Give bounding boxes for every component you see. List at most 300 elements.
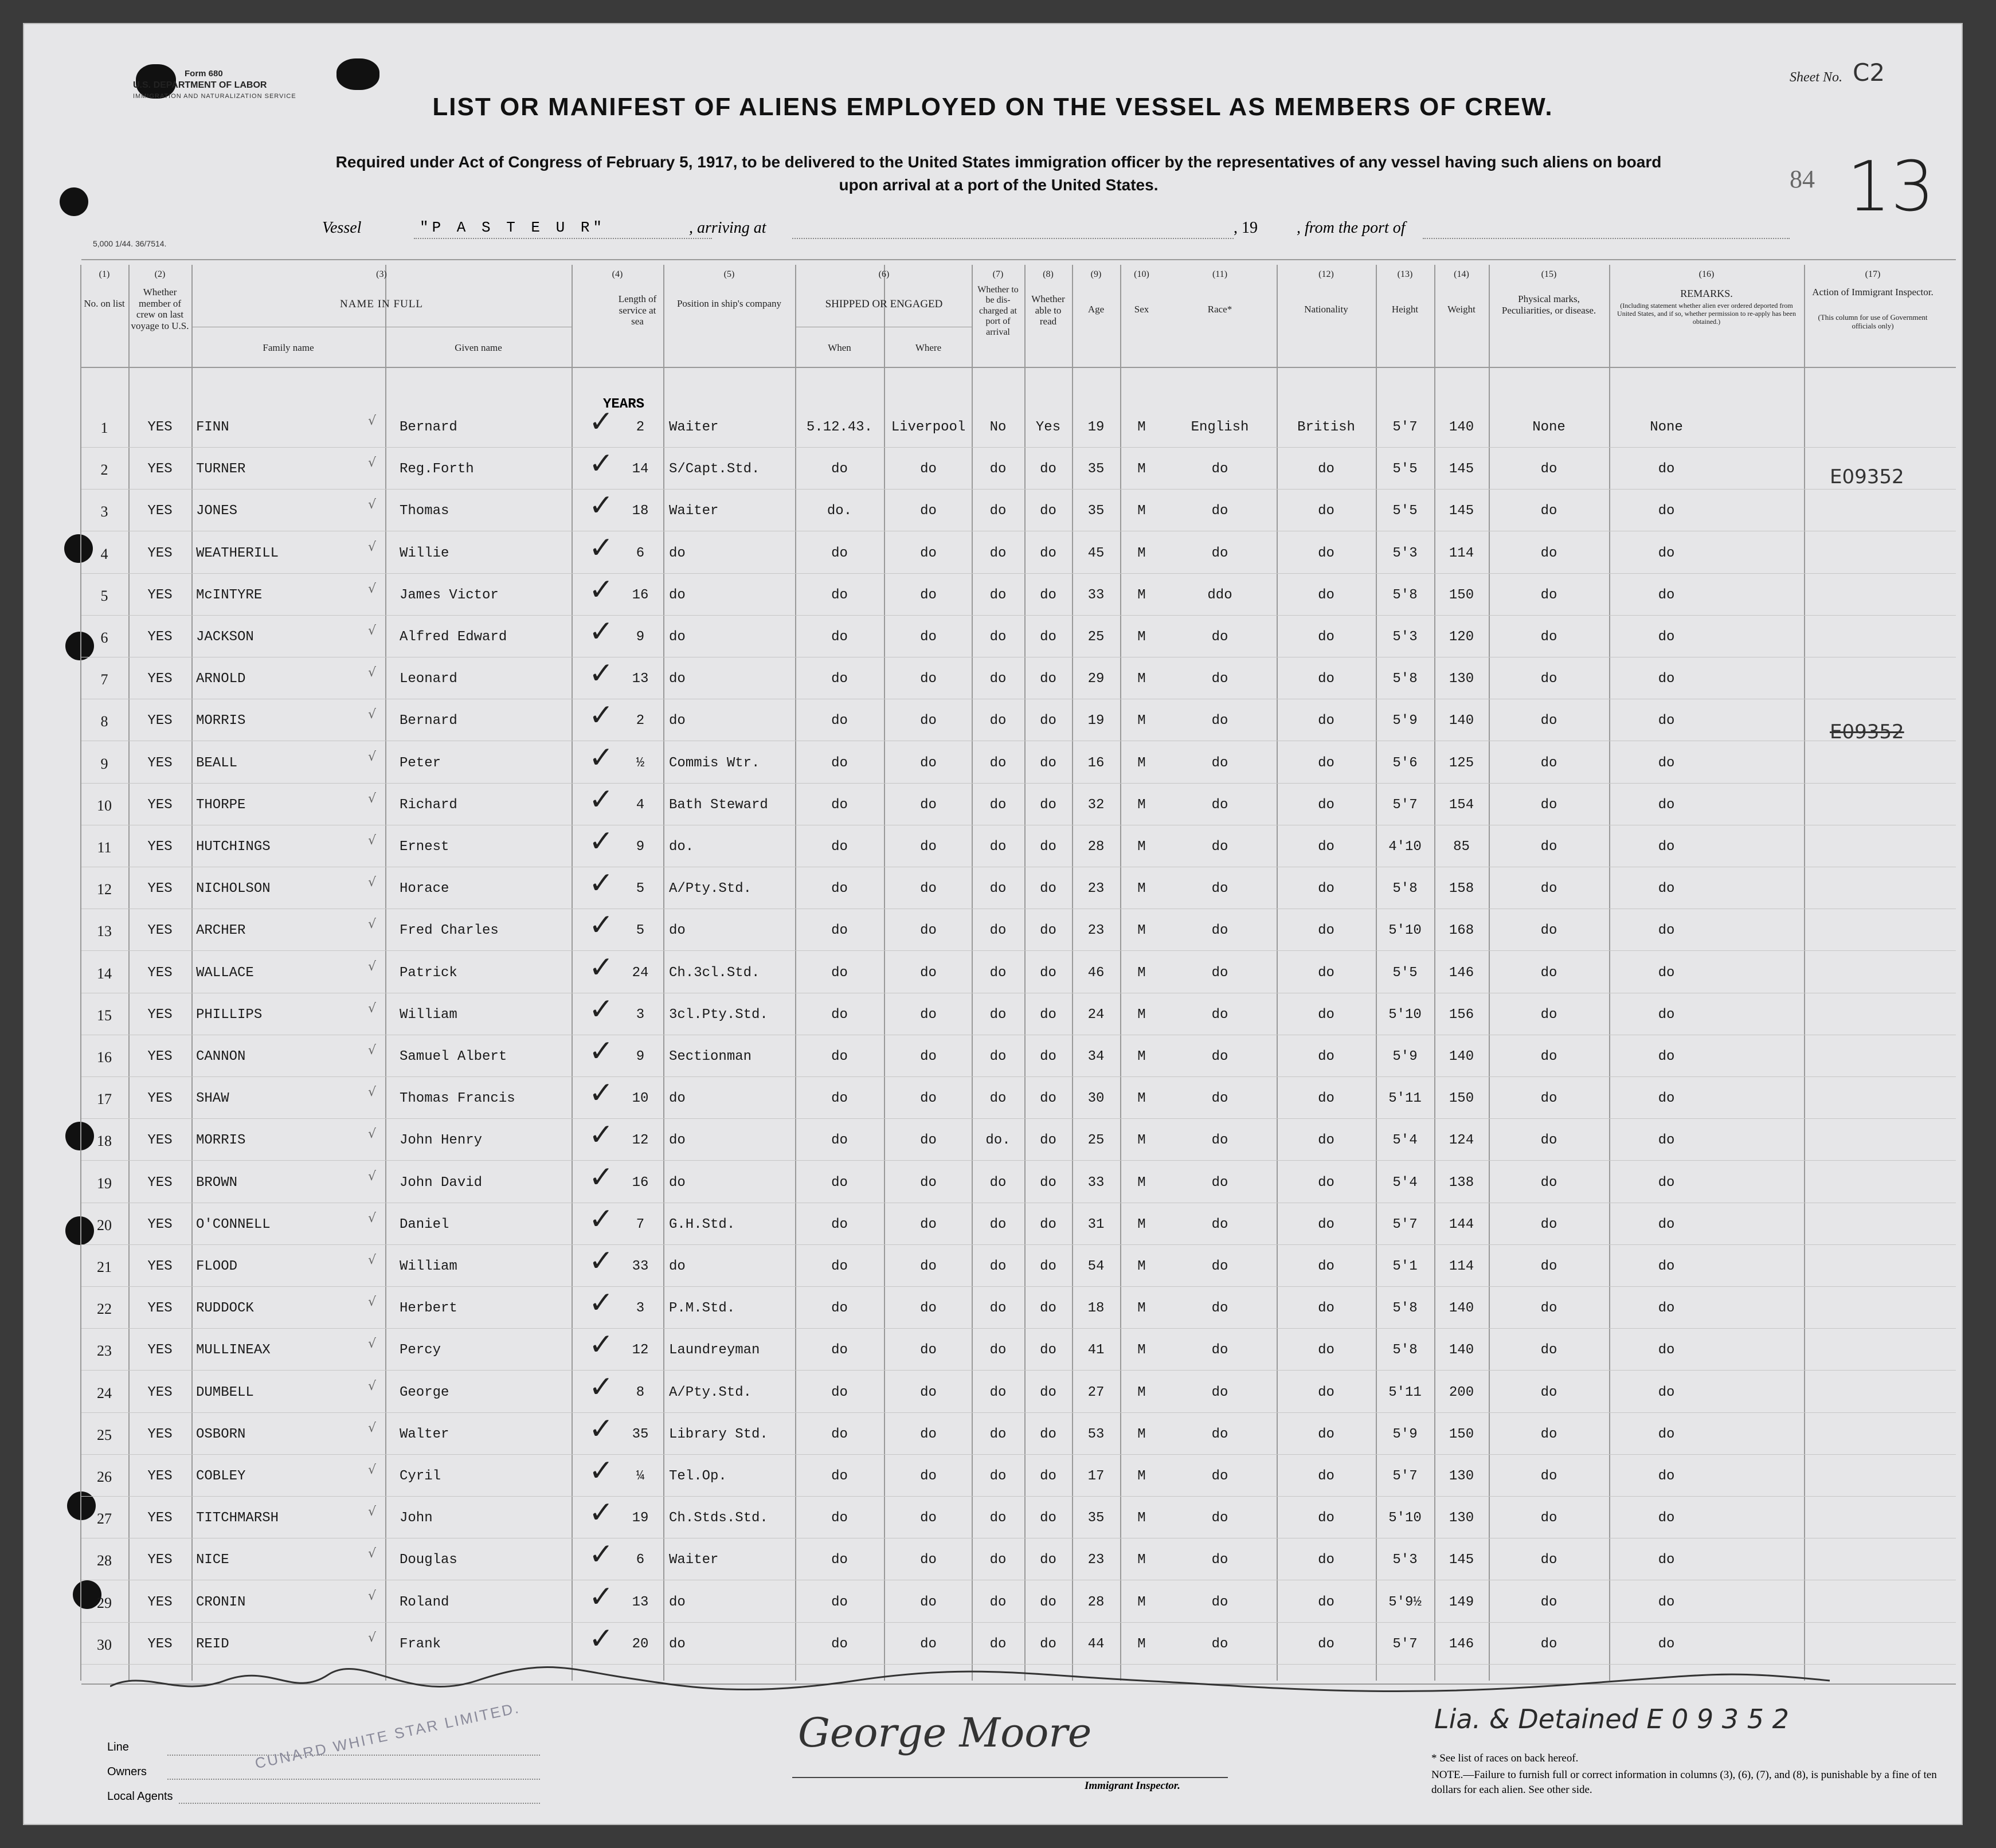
cell-shipped-when: 5.12.43. — [806, 420, 873, 435]
cell-race: do — [1211, 1216, 1228, 1232]
small-checkmark-icon: √ — [368, 707, 377, 722]
cell-shipped-when: do — [831, 1636, 848, 1652]
cell-length-of-service: 13 — [632, 671, 649, 687]
small-checkmark-icon: √ — [368, 749, 377, 764]
cell-to-be-discharged: do — [989, 545, 1007, 561]
cell-to-be-discharged: do — [989, 713, 1007, 729]
cell-remarks: do — [1658, 1174, 1675, 1191]
cell-shipped-where: do — [920, 1384, 937, 1400]
small-checkmark-icon: √ — [368, 1379, 377, 1393]
cell-to-be-discharged: do — [989, 1426, 1007, 1442]
cell-age: 19 — [1087, 713, 1105, 729]
checkmark-icon: ✓ — [589, 740, 614, 775]
cell-age: 23 — [1087, 1552, 1105, 1568]
cell-crew-previous-voyage: YES — [147, 1301, 173, 1317]
cell-shipped-where: do — [920, 1469, 937, 1484]
cell-age: 31 — [1087, 1216, 1105, 1232]
cell-height: 5'7 — [1392, 420, 1418, 435]
cell-weight: 130 — [1449, 1469, 1474, 1484]
cell-shipped-when: do — [831, 545, 848, 561]
col-num: (12) — [1318, 269, 1334, 279]
cell-able-to-read: do — [1040, 629, 1056, 645]
col-num: (10) — [1134, 269, 1149, 279]
cell-crew-previous-voyage: YES — [147, 671, 173, 687]
row-rule — [81, 783, 1956, 784]
small-checkmark-icon: √ — [368, 456, 377, 471]
cell-given-name: Reg.Forth — [400, 461, 474, 477]
cell-remarks: do — [1658, 1049, 1675, 1064]
cell-family-name: ARNOLD — [196, 671, 246, 687]
cell-age: 33 — [1087, 1174, 1105, 1191]
cell-shipped-where: do — [920, 839, 937, 855]
col-header-service: Length of service at sea — [618, 293, 657, 327]
cell-remarks: do — [1658, 1259, 1675, 1274]
cell-given-name: John — [400, 1510, 433, 1526]
col-header-height: Height — [1391, 304, 1419, 315]
cell-given-name: Roland — [400, 1594, 449, 1610]
cell-height: 5'7 — [1392, 1636, 1418, 1652]
cell-sex: M — [1137, 965, 1146, 981]
cell-weight: 145 — [1449, 503, 1474, 519]
cell-physical-marks: do — [1540, 839, 1557, 855]
cell-position: do — [669, 713, 686, 729]
cell-physical-marks: do — [1540, 671, 1557, 687]
cell-physical-marks: do — [1540, 755, 1557, 771]
cell-race: do — [1211, 1007, 1228, 1023]
checkmark-icon: ✓ — [589, 1495, 614, 1530]
cell-weight: 168 — [1449, 923, 1474, 939]
small-checkmark-icon: √ — [368, 1211, 377, 1226]
cell-crew-previous-voyage: YES — [147, 923, 173, 939]
cell-physical-marks: do — [1540, 1216, 1557, 1232]
cell-age: 25 — [1087, 1133, 1105, 1149]
cell-nationality: do — [1318, 1091, 1334, 1107]
cell-to-be-discharged: do. — [985, 1133, 1011, 1149]
cell-crew-previous-voyage: YES — [147, 713, 173, 729]
cell-row-number: 3 — [100, 503, 108, 520]
cell-crew-previous-voyage: YES — [147, 1469, 173, 1484]
cell-remarks: do — [1658, 797, 1675, 813]
cell-remarks: do — [1658, 629, 1675, 645]
cell-crew-previous-voyage: YES — [147, 1174, 173, 1191]
cell-family-name: NICE — [196, 1552, 229, 1568]
cell-to-be-discharged: do — [989, 1259, 1007, 1274]
cell-height: 5'9½ — [1388, 1594, 1422, 1610]
cell-shipped-when: do — [831, 1510, 848, 1526]
cell-remarks: do — [1658, 1384, 1675, 1400]
signature-line — [792, 1777, 1228, 1778]
cell-given-name: Leonard — [400, 671, 457, 687]
checkmark-icon: ✓ — [589, 614, 614, 649]
cell-sex: M — [1137, 629, 1146, 645]
cell-shipped-where: do — [920, 1007, 937, 1023]
cell-able-to-read: do — [1040, 797, 1056, 813]
cell-crew-previous-voyage: YES — [147, 1049, 173, 1064]
cell-crew-previous-voyage: YES — [147, 420, 173, 435]
cell-able-to-read: do — [1040, 1216, 1056, 1232]
cell-weight: 149 — [1449, 1594, 1474, 1610]
cell-physical-marks: do — [1540, 1342, 1557, 1358]
cell-position: Commis Wtr. — [669, 755, 760, 771]
cell-weight: 154 — [1449, 797, 1474, 813]
cell-remarks: do — [1658, 713, 1675, 729]
checkmark-icon: ✓ — [589, 1201, 614, 1236]
cell-length-of-service: 14 — [632, 461, 649, 477]
cell-given-name: Bernard — [400, 713, 457, 729]
cell-physical-marks: None — [1532, 420, 1566, 435]
cell-row-number: 4 — [100, 545, 108, 562]
cell-row-number: 30 — [97, 1636, 112, 1653]
subtitle-line-2: upon arrival at a port of the United States. — [839, 176, 1159, 194]
manifest-sheet — [23, 23, 1963, 1825]
cell-age: 29 — [1087, 671, 1105, 687]
checkmark-icon: ✓ — [589, 1118, 614, 1153]
form-number: Form 680 — [185, 69, 223, 79]
cell-race: do — [1211, 923, 1228, 939]
side-code-row-2: E09352 — [1830, 465, 1904, 488]
cell-weight: 140 — [1449, 1301, 1474, 1317]
cell-crew-previous-voyage: YES — [147, 797, 173, 813]
cell-crew-previous-voyage: YES — [147, 461, 173, 477]
col-header-read: Whether able to read — [1031, 293, 1065, 327]
cell-shipped-when: do. — [827, 503, 852, 519]
row-rule — [81, 1370, 1956, 1371]
cell-physical-marks: do — [1540, 1301, 1557, 1317]
cell-shipped-where: do — [920, 1216, 937, 1232]
from-port-label: , from the port of — [1297, 219, 1406, 237]
inspector-label: Immigrant Inspector. — [1085, 1780, 1180, 1792]
cell-race: do — [1211, 839, 1228, 855]
cell-shipped-when: do — [831, 797, 848, 813]
cell-weight: 138 — [1449, 1174, 1474, 1191]
cell-length-of-service: ½ — [636, 755, 645, 771]
cell-position: Library Std. — [669, 1426, 768, 1442]
cell-sex: M — [1137, 545, 1146, 561]
cell-able-to-read: do — [1040, 713, 1056, 729]
cell-shipped-where: do — [920, 1049, 937, 1064]
column-rule — [572, 265, 573, 1681]
print-code: 5,000 1/44. 36/7514. — [93, 239, 167, 248]
cell-shipped-where: do — [920, 713, 937, 729]
col-header-where: Where — [915, 342, 942, 353]
cell-age: 19 — [1087, 420, 1105, 435]
cell-nationality: do — [1318, 1426, 1334, 1442]
cell-position: A/Pty.Std. — [669, 881, 752, 897]
cell-nationality: do — [1318, 797, 1334, 813]
cell-crew-previous-voyage: YES — [147, 1636, 173, 1652]
col-header-crew: Whether member of crew on last voyage to U.S. — [131, 287, 189, 331]
from-port-blank — [1423, 237, 1790, 239]
cell-row-number: 6 — [100, 629, 108, 646]
cell-remarks: do — [1658, 1510, 1675, 1526]
cell-remarks: do — [1658, 1426, 1675, 1442]
cell-height: 5'4 — [1392, 1133, 1418, 1149]
cell-remarks: do — [1658, 1216, 1675, 1232]
cell-to-be-discharged: do — [989, 1301, 1007, 1317]
row-rule — [81, 447, 1956, 448]
cell-age: 45 — [1087, 545, 1105, 561]
cell-physical-marks: do — [1540, 461, 1557, 477]
cell-age: 34 — [1087, 1049, 1105, 1064]
cell-crew-previous-voyage: YES — [147, 1007, 173, 1023]
cell-shipped-when: do — [831, 1594, 848, 1610]
cell-able-to-read: do — [1040, 1426, 1056, 1442]
small-checkmark-icon: √ — [368, 917, 377, 932]
col-num: (1) — [99, 269, 110, 279]
col-header-discharged: Whether to be dis-charged at port of arrival — [977, 285, 1019, 337]
cell-age: 41 — [1087, 1342, 1105, 1358]
cell-shipped-when: do — [831, 755, 848, 771]
cell-age: 35 — [1087, 1510, 1105, 1526]
cell-row-number: 2 — [100, 461, 108, 479]
row-rule — [81, 950, 1956, 951]
cell-position: A/Pty.Std. — [669, 1384, 752, 1400]
cell-given-name: Peter — [400, 755, 441, 771]
small-checkmark-icon: √ — [368, 1253, 377, 1267]
cell-row-number: 19 — [97, 1174, 112, 1192]
cell-row-number: 13 — [97, 923, 112, 940]
cell-race: do — [1211, 1133, 1228, 1149]
footer-line-label: Line — [107, 1741, 129, 1753]
cell-sex: M — [1137, 1091, 1146, 1107]
cell-able-to-read: do — [1040, 1342, 1056, 1358]
small-checkmark-icon: √ — [368, 624, 377, 638]
small-checkmark-icon: √ — [368, 1295, 377, 1310]
cell-row-number: 17 — [97, 1091, 112, 1108]
cell-nationality: do — [1318, 1594, 1334, 1610]
cell-height: 5'7 — [1392, 1469, 1418, 1484]
cell-position: do — [669, 587, 686, 603]
cell-race: do — [1211, 965, 1228, 981]
cell-age: 35 — [1087, 461, 1105, 477]
cell-position: do — [669, 1259, 686, 1274]
cell-race: do — [1211, 1594, 1228, 1610]
penalty-note: NOTE.—Failure to furnish full or correct information in columns (3), (6), (7), and (8), is punishable by a fine of ten dollars for each alien. See other side. — [1431, 1769, 1937, 1796]
cell-height: 4'10 — [1388, 839, 1422, 855]
cell-remarks: do — [1658, 755, 1675, 771]
row-rule — [81, 1496, 1956, 1497]
col-num: (11) — [1212, 269, 1228, 279]
cell-crew-previous-voyage: YES — [147, 503, 173, 519]
cell-shipped-when: do — [831, 1552, 848, 1568]
cell-height: 5'11 — [1388, 1091, 1422, 1107]
cell-position: Ch.3cl.Std. — [669, 965, 760, 981]
cell-row-number: 9 — [100, 755, 108, 772]
cell-sex: M — [1137, 1049, 1146, 1064]
cell-able-to-read: do — [1040, 755, 1056, 771]
cell-race: do — [1211, 1049, 1228, 1064]
cell-row-number: 21 — [97, 1259, 112, 1275]
cell-shipped-when: do — [831, 881, 848, 897]
cell-age: 24 — [1087, 1007, 1105, 1023]
cell-able-to-read: do — [1040, 1636, 1056, 1652]
cell-age: 30 — [1087, 1091, 1105, 1107]
col-num: (8) — [1043, 269, 1054, 279]
cell-able-to-read: do — [1040, 1259, 1056, 1274]
cell-family-name: RUDDOCK — [196, 1301, 254, 1317]
cell-given-name: Thomas Francis — [400, 1091, 515, 1107]
cell-sex: M — [1137, 1384, 1146, 1400]
arriving-at-label: , arriving at — [689, 219, 766, 237]
cell-row-number: 8 — [100, 713, 108, 730]
cell-length-of-service: 9 — [636, 629, 645, 645]
cell-age: 32 — [1087, 797, 1105, 813]
cell-position: Tel.Op. — [669, 1469, 727, 1484]
col-num: (9) — [1090, 269, 1102, 279]
cell-remarks: do — [1658, 1301, 1675, 1317]
cell-row-number: 20 — [97, 1216, 112, 1234]
vessel-label: Vessel — [322, 219, 362, 237]
col-num: (15) — [1541, 269, 1557, 279]
cell-remarks: do — [1658, 881, 1675, 897]
cell-shipped-when: do — [831, 965, 848, 981]
cell-weight: 125 — [1449, 755, 1474, 771]
cell-able-to-read: do — [1040, 1384, 1056, 1400]
cell-position: P.M.Std. — [669, 1301, 735, 1317]
cell-age: 27 — [1087, 1384, 1105, 1400]
cell-position: do — [669, 1174, 686, 1191]
cell-length-of-service: 9 — [636, 839, 645, 855]
cell-sex: M — [1137, 1552, 1146, 1568]
cell-nationality: do — [1318, 1552, 1334, 1568]
col-header-age: Age — [1087, 304, 1105, 315]
cell-crew-previous-voyage: YES — [147, 1342, 173, 1358]
cell-able-to-read: do — [1040, 1552, 1056, 1568]
cell-shipped-when: do — [831, 923, 848, 939]
cell-height: 5'8 — [1392, 1301, 1418, 1317]
cell-to-be-discharged: do — [989, 923, 1007, 939]
cell-family-name: REID — [196, 1636, 229, 1652]
cell-height: 5'4 — [1392, 1174, 1418, 1191]
cell-nationality: do — [1318, 1301, 1334, 1317]
cell-nationality: do — [1318, 1174, 1334, 1191]
cell-race: do — [1211, 881, 1228, 897]
cell-shipped-where: do — [920, 1133, 937, 1149]
checkmark-icon: ✓ — [589, 1076, 614, 1111]
cell-shipped-where: do — [920, 1552, 937, 1568]
cell-physical-marks: do — [1540, 1510, 1557, 1526]
cell-shipped-when: do — [831, 1384, 848, 1400]
cell-able-to-read: do — [1040, 1091, 1056, 1107]
cell-to-be-discharged: do — [989, 839, 1007, 855]
col-num: (7) — [992, 269, 1004, 279]
cell-length-of-service: 12 — [632, 1342, 649, 1358]
cell-height: 5'8 — [1392, 671, 1418, 687]
cell-position: G.H.Std. — [669, 1216, 735, 1232]
cell-position: S/Capt.Std. — [669, 461, 760, 477]
cell-row-number: 10 — [97, 797, 112, 814]
cell-sex: M — [1137, 755, 1146, 771]
small-checkmark-icon: √ — [368, 791, 377, 806]
row-rule — [81, 1328, 1956, 1329]
cell-crew-previous-voyage: YES — [147, 587, 173, 603]
cell-age: 46 — [1087, 965, 1105, 981]
table-top-rule — [81, 259, 1956, 260]
cell-nationality: do — [1318, 881, 1334, 897]
cell-to-be-discharged: No — [989, 420, 1007, 435]
detained-annotation: Lia. & Detained E 0 9 3 5 2 — [1434, 1704, 1789, 1735]
cell-height: 5'5 — [1392, 461, 1418, 477]
checkmark-icon: ✓ — [589, 908, 614, 943]
cell-nationality: do — [1318, 629, 1334, 645]
cell-remarks: do — [1658, 1091, 1675, 1107]
cell-crew-previous-voyage: YES — [147, 755, 173, 771]
row-rule — [81, 1664, 1956, 1665]
cell-remarks: do — [1658, 1636, 1675, 1652]
cell-able-to-read: do — [1040, 1510, 1056, 1526]
cell-length-of-service: 13 — [632, 1594, 649, 1610]
cell-height: 5'8 — [1392, 587, 1418, 603]
cell-able-to-read: do — [1040, 1133, 1056, 1149]
cell-able-to-read: do — [1040, 503, 1056, 519]
cell-row-number: 14 — [97, 965, 112, 982]
cell-physical-marks: do — [1540, 1259, 1557, 1274]
cell-height: 5'8 — [1392, 1342, 1418, 1358]
cell-weight: 146 — [1449, 1636, 1474, 1652]
column-rule — [1804, 265, 1805, 1681]
small-checkmark-icon: √ — [368, 875, 377, 890]
checkmark-icon: ✓ — [589, 1160, 614, 1195]
col-header-nationality: Nationality — [1304, 304, 1348, 315]
cell-able-to-read: do — [1040, 965, 1056, 981]
cell-given-name: Horace — [400, 881, 449, 897]
cell-shipped-where: do — [920, 1301, 937, 1317]
cell-sex: M — [1137, 1174, 1146, 1191]
cell-height: 5'7 — [1392, 797, 1418, 813]
cell-weight: 145 — [1449, 1552, 1474, 1568]
cell-position: Waiter — [669, 1552, 719, 1568]
cell-row-number: 23 — [97, 1342, 112, 1360]
sheet-number-value: C2 — [1853, 58, 1885, 87]
small-checkmark-icon: √ — [368, 1127, 377, 1142]
cell-physical-marks: do — [1540, 1384, 1557, 1400]
row-rule — [81, 1076, 1956, 1077]
cell-physical-marks: do — [1540, 1133, 1557, 1149]
cell-shipped-where: do — [920, 1426, 937, 1442]
cell-physical-marks: do — [1540, 1594, 1557, 1610]
cell-nationality: do — [1318, 965, 1334, 981]
cell-weight: 150 — [1449, 587, 1474, 603]
row-rule — [81, 1622, 1956, 1623]
cell-given-name: Walter — [400, 1426, 449, 1442]
cell-race: do — [1211, 1426, 1228, 1442]
cell-weight: 120 — [1449, 629, 1474, 645]
cell-position: do — [669, 545, 686, 561]
cell-height: 5'8 — [1392, 881, 1418, 897]
column-rule — [191, 265, 193, 1681]
cell-weight: 144 — [1449, 1216, 1474, 1232]
small-checkmark-icon: √ — [368, 414, 377, 428]
cell-shipped-when: do — [831, 671, 848, 687]
col-header-name: NAME IN FULL — [340, 298, 423, 310]
small-checkmark-icon: √ — [368, 1337, 377, 1352]
service-name: IMMIGRATION AND NATURALIZATION SERVICE — [133, 93, 296, 100]
col-num: (5) — [723, 269, 735, 279]
cell-age: 28 — [1087, 839, 1105, 855]
subtitle-line-1: Required under Act of Congress of February 5, 1917, to be delivered to the United States immigration officer by the representatives of any vessel having such aliens on board — [335, 153, 1662, 171]
cell-physical-marks: do — [1540, 1049, 1557, 1064]
cell-shipped-where: do — [920, 797, 937, 813]
cell-family-name: CRONIN — [196, 1594, 246, 1610]
cell-nationality: do — [1318, 1049, 1334, 1064]
checkmark-icon: ✓ — [589, 1034, 614, 1068]
cell-height: 5'9 — [1392, 1049, 1418, 1064]
cell-row-number: 18 — [97, 1133, 112, 1150]
cell-row-number: 25 — [97, 1426, 112, 1443]
footer-owners-label: Owners — [107, 1765, 147, 1778]
cell-able-to-read: Yes — [1035, 420, 1061, 435]
cell-height: 5'9 — [1392, 713, 1418, 729]
